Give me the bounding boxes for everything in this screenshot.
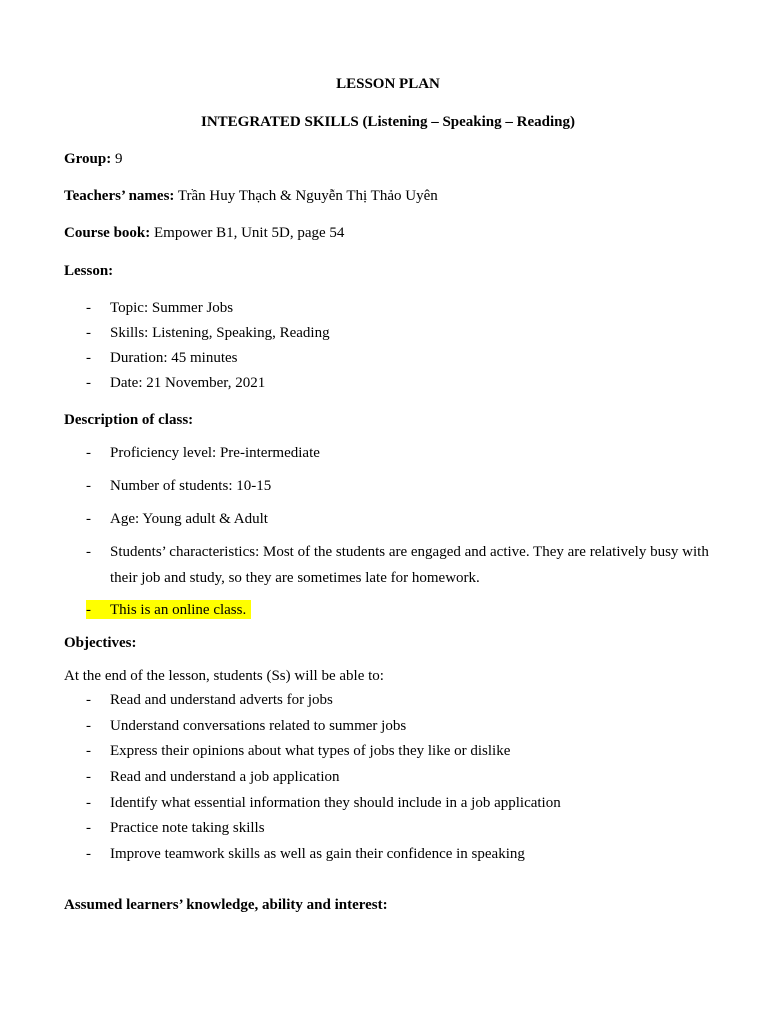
- group-label: Group:: [64, 151, 112, 167]
- bullet-dash: -: [86, 743, 91, 759]
- teachers-value: Trần Huy Thạch & Nguyễn Thị Thảo Uyên: [177, 188, 438, 204]
- bullet-dash: -: [86, 846, 91, 862]
- document-subtitle: INTEGRATED SKILLS (Listening – Speaking – Reading): [201, 114, 575, 130]
- group-value: 9: [114, 151, 123, 167]
- bullet-dash: -: [86, 375, 91, 391]
- course-book-label: Course book:: [64, 225, 151, 241]
- bullet-dash: -: [86, 769, 91, 785]
- course-book-value: Empower B1, Unit 5D, page 54: [154, 225, 345, 241]
- bullet-dash: -: [86, 692, 91, 708]
- bullet-dash: -: [86, 718, 91, 734]
- assumed-knowledge-heading: Assumed learners’ knowledge, ability and interest:: [64, 897, 388, 913]
- bullet-dash: -: [86, 350, 91, 366]
- bullet-dash: -: [86, 325, 91, 341]
- objectives-intro: At the end of the lesson, students (Ss) will be able to:: [64, 668, 384, 684]
- bullet-dash: -: [86, 445, 91, 461]
- bullet-dash: -: [86, 544, 91, 560]
- bullet-dash: -: [86, 478, 91, 494]
- bullet-dash: -: [86, 602, 91, 618]
- bullet-dash: -: [86, 300, 91, 316]
- teachers-field: [64, 187, 438, 205]
- document-title: LESSON PLAN: [336, 76, 440, 92]
- course-book-field: [64, 224, 344, 242]
- bullet-dash: -: [86, 820, 91, 836]
- description-heading: Description of class:: [64, 412, 194, 428]
- bullet-dash: -: [86, 795, 91, 811]
- teachers-label: Teachers’ names:: [64, 188, 175, 204]
- lesson-heading: Lesson:: [64, 263, 114, 279]
- bullet-dash: -: [86, 511, 91, 527]
- objectives-heading: Objectives:: [64, 635, 137, 651]
- group-field: [64, 150, 122, 168]
